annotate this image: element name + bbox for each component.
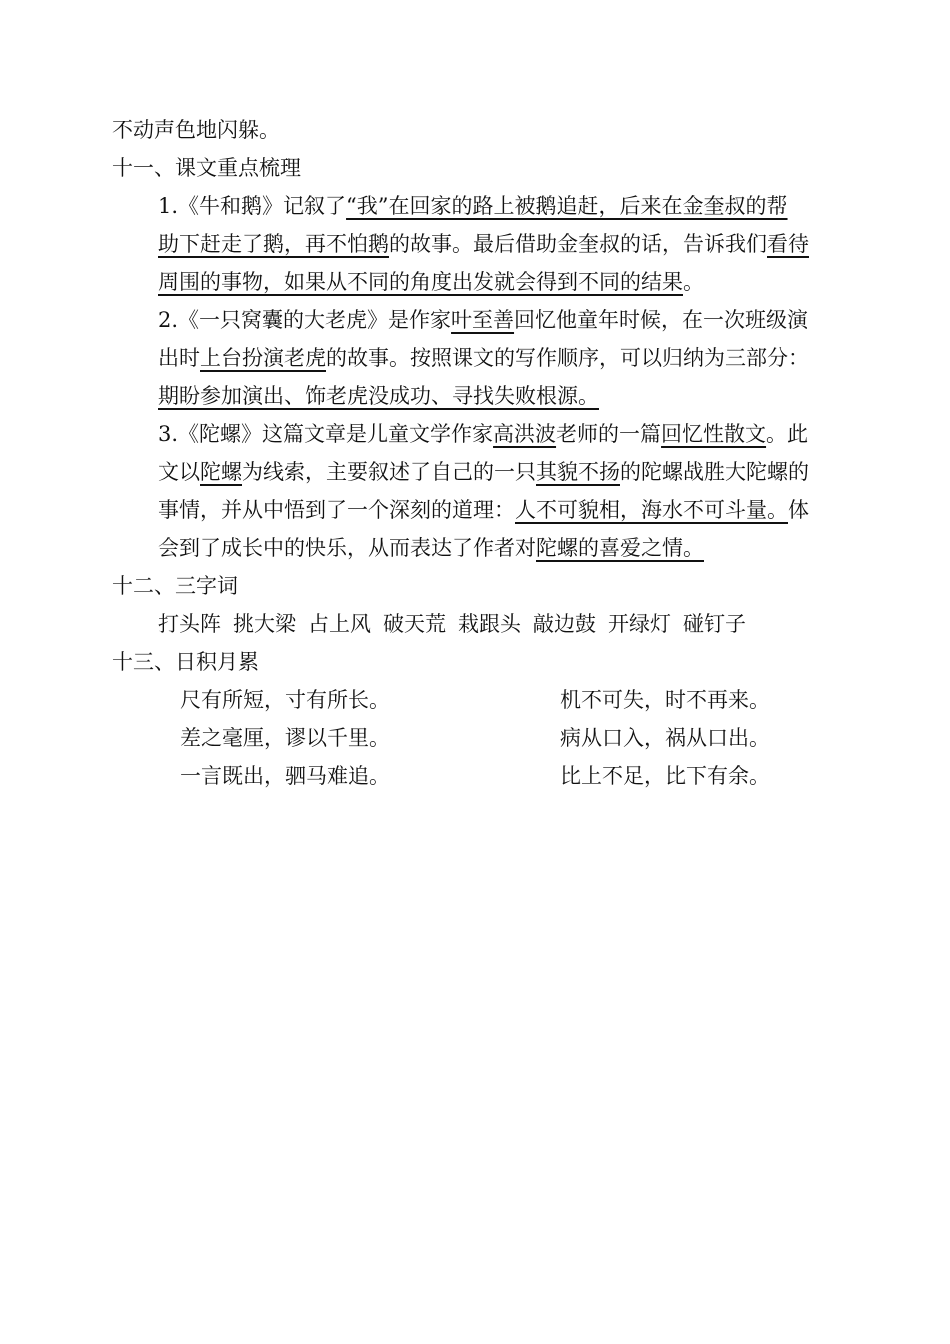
text-span: 1.《牛和鹅》记叙了 <box>158 194 347 218</box>
item-1-line-3 <box>158 267 704 297</box>
saying-left: 差之毫厘，谬以千里。 <box>180 726 390 750</box>
item-1-line-1 <box>158 191 788 221</box>
text-span: 的故事。最后借助金奎叔的话，告诉我们 <box>389 232 767 256</box>
item-2-line-2 <box>158 343 809 373</box>
section-13-heading: 十三、日积月累 <box>112 650 259 674</box>
underlined-answer: 陀螺的喜爱之情。 <box>536 536 704 560</box>
text-span: 。此 <box>766 422 809 446</box>
saying-right: 机不可失，时不再来。 <box>560 688 770 712</box>
word-item: 占上风 <box>308 612 371 636</box>
item-3-line-4 <box>158 533 704 563</box>
text-span: 会到了成长中的快乐，从而表达了作者对 <box>158 536 536 560</box>
three-character-word-list <box>158 609 758 639</box>
underlined-answer: 周围的事物，如果从不同的角度出发就会得到不同的结果 <box>158 270 683 294</box>
saying-left: 尺有所短，寸有所长。 <box>180 688 390 712</box>
underlined-answer: 高洪波 <box>493 422 557 446</box>
underlined-answer: 期盼参加演出、饰老虎没成功、寻找失败根源。 <box>158 384 599 408</box>
item-3-line-1 <box>158 419 808 449</box>
text-span: 。 <box>683 270 704 294</box>
item-2-line-1 <box>158 305 808 335</box>
word-item: 碰钉子 <box>683 612 746 636</box>
item-3-line-3 <box>158 495 809 525</box>
text-span: 的故事。按照课文的写作顺序，可以归纳为三部分： <box>326 346 809 370</box>
item-2-line-3 <box>158 381 599 411</box>
word-item: 打头阵 <box>158 612 221 636</box>
underlined-answer: 回忆性散文 <box>661 422 767 446</box>
section-12-heading: 十二、三字词 <box>112 574 238 598</box>
text-span: 的陀螺战胜大陀螺的 <box>620 460 809 484</box>
text-span: 老师的一篇 <box>556 422 662 446</box>
text-span: 回忆他童年时候，在一次班级演 <box>514 308 809 332</box>
text-span: 文以 <box>158 460 200 484</box>
text-span: 3.《陀螺》这篇文章是儿童文学作家 <box>158 422 494 446</box>
text-span: 体 <box>788 498 809 522</box>
item-3-line-2 <box>158 457 809 487</box>
underlined-answer: 叶至善 <box>451 308 515 332</box>
underlined-answer: 陀螺 <box>200 460 242 484</box>
word-item: 栽跟头 <box>458 612 521 636</box>
underlined-answer: 其貌不扬 <box>536 460 620 484</box>
saying-right: 病从口入，祸从口出。 <box>560 726 770 750</box>
text-span: 2.《一只窝囊的大老虎》是作家 <box>158 308 452 332</box>
underlined-answer: 上台扮演老虎 <box>200 346 326 370</box>
underlined-answer: 助下赶走了鹅，再不怕鹅 <box>158 232 389 256</box>
underlined-answer: 看待 <box>767 232 809 256</box>
saying-right: 比上不足，比下有余。 <box>560 764 770 788</box>
word-item: 敲边鼓 <box>533 612 596 636</box>
word-item: 开绿灯 <box>608 612 671 636</box>
text-span: 出时 <box>158 346 200 370</box>
word-item: 破天荒 <box>383 612 446 636</box>
word-item: 挑大梁 <box>233 612 296 636</box>
saying-left: 一言既出，驷马难追。 <box>180 764 390 788</box>
text-span: 为线索，主要叙述了自己的一只 <box>242 460 536 484</box>
intro-line: 不动声色地闪躲。 <box>112 118 280 142</box>
item-1-line-2 <box>158 229 809 259</box>
section-11-heading: 十一、课文重点梳理 <box>112 156 301 180</box>
underlined-answer: 人不可貌相，海水不可斗量。 <box>515 498 788 522</box>
text-span: 事情，并从中悟到了一个深刻的道理： <box>158 498 515 522</box>
underlined-answer: “我”在回家的路上被鹅追赶，后来在金奎叔的帮 <box>346 194 788 218</box>
